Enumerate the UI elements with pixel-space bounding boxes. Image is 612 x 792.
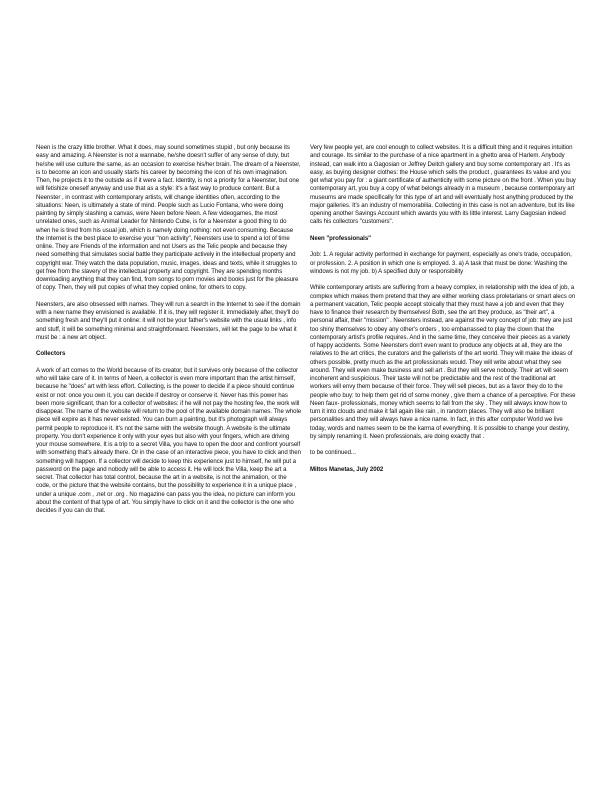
intro-paragraph: Neen is the crazy little brother. What it does, may sound sometimes stupid , but only because its easy and amazing. A Neenster is not a wannabe, he/she doesn't suffer of any sense of duty, but he/she will use culture the same, as an occasion to exercise his/her brain. The dream of a Neenster, is to become an icon and usually starts his career by becoming the icon of his own imagination. Then, he projects it to the outside as if it were a fact. Identity, is not a priority for a Neenster, but one will fetishize oneself anyway and use that as a style: it's a fast way to produce content. But a Neenster , in contrast with contemporary artists, will change identities often, according to the situations: Neen, is ultimately a state of mind. People such as Lucio Fontana, who were doing painting by simply slashing a canvas, were Neen before Neen. A few videogames, the most unrelated ones, such as Animal Leader for Nintendo Cube, is for a Neenster a good thing to do when he is tired from his usual job, which is namely doing nothing: not even consuming. Because the Internet is the best place to exercise your "non activity", Neensters use to spend a lot of time online. They are Friends of the information and not Users as the Telic people and because they need something that simulates social battle they participate actively in the intellectual property and copyright war. They watch the data population, music, images, ideas and texts, while it struggles to get free from the slavery of the intellectual property and copyright. They are spending months downloading anything that they can find, from songs to porn movies and books just for the pleasure of copy. Then, they will put copies of what they copied online, for others to copy. (36, 144, 301, 292)
collecting-websites-paragraph: Very few people yet, are cool enough to collect websites. It is a difficult thing and it requires intuition and courage. Its similar to the purchase of a nice apartment in a ghetto area of Harlem. Anybody instead, can walk into a Gagosian or Jeffrey Deitch gallery and buy some contemporary art . It's as easy, as buying designer clothes: the House which sells the product , guarantees its value and you get what you pay for : a giant certificate of authenticity with some picture on the front . When you buy contemporary art, you buy a copy of what belongs already in a museum , because contemporary art museums are made specifically for this type of art and will eventually host anything produced by the major galleries. It's an industry of memorabilia. Collecting in this case is not an adventure, but its like opening another Savings Account which awards you with its little interest. Larry Gagosian indeed calls his collectors "customers". (310, 144, 576, 226)
job-definition-paragraph: Job: 1. A regular activity performed in exchange for payment, especially as one's trade, occupation, or profession. 2. A position in which one is employed. 3. a) A task that must be done: Washing the windows is not my job. b) A specified duty or responsibility (310, 251, 572, 275)
continued-note: to be continued... (310, 449, 356, 457)
professionals-heading: Neen "professionals" (310, 234, 371, 242)
right-column (310, 144, 576, 482)
collectors-paragraph: A work of art comes to the World because of its creator, but it survives only because of the collector who will take care of it. In terms of Neen, a collector is even more important than the artist himself, because he "does" art with less effort. Collecting, is the power to decide if a piece should continue exist or not: once you own it, you can decide if destroy or conserve it. Never has this power has been more significant, than for a collector of websites: if he will not pay the hosting fee, the work will disappear. The name of the website will return to the pool of the available domain names. The whole piece will expire as it has never existed. You can burn a painting, but it's photograph will always permit people to reproduce it. It's not the same with the website though. A website is the ultimate property. You don't experience it only with your eyes but also with your fingers, which are driving your mouse somewhere. It is a trip to a secret Villa, you have to open the door and confront yourself with something that's already there. Or in the case of an interactive piece, you have to click and then something will happen. If a collector will decide to keep this experience just to himself, he will put a password on the page and nobody will be able to access it. He will lock the Villa, keep the art a secret. That collector has total control, because the art in a website, is not the animation, or the code, or the picture that the website contains, but the possibility to experience it in a unique place , under a unique .com , .net or .org . No magazine can pass you the idea, no picture can inform you about the content of that type of art. You simply have to click on it and the collector is the one who decides if you can do that. (36, 366, 302, 514)
names-paragraph: Neensters, are also obsessed with names. They will run a search in the Internet to see if the domain with a new name they envisioned is available. If it is, they will register it. Immediately after, they'll do something fresh and they'll put it online: it will not be your father's website with the usual links , info and stuff, it will be something minimal and straightforward. Neensters, will let the page to be what it must be : a new art object. (36, 300, 301, 341)
author-signature: Miltos Manetas, July 2002 (310, 465, 384, 473)
left-column (36, 144, 302, 524)
collectors-heading: Collectors (36, 350, 66, 358)
professionals-paragraph: While contemporary artists are suffering from a heavy complex, in relationship with the idea of job, a complex which makes them pretend that they are either working class proletarians or smart alecs on a permanent vacation, Telic people accept stoically that they must have a job and even that they have to finance their research by themselves! Both, see the art they produce, as "their art", a personal affair, their "mission" . Neensters instead, are against the very concept of job: they are just too shiny themselves to obey any other's orders , too embarrassed to play the clown that the contemporary artist's profile requires. And in the same time, they conceive their pieces as a variety of happy accidents. Some Neensters don't even want to produce any objects at all, they are the relatives to the art critics, the curators and the gallerists of the art world. They will make the ideas of others possible, pretty much as the art professionals would. They will write about what they see around. They will even make business and sell art . But they will serve nobody. Their art will seem incoherent and suspicious. Their taste will not be predictable and the rest of the traditional art workers will envy them because of their force. They will sell pieces, but as a favor they do to the people who buy: to help them get rid of some money , give them a chance of a perceptive. For these Neen faux- professionals, money which seems to fall from the sky . They will always know how to turn it into clouds and make it fall again like rain , in random places. They will also be brilliant personalities and they will always have a nice name. In fact, in this after computer World we live today, words and names seem to be the karma of everything. It is possible to change your destiny, by simply renaming it. Neen professionals, are doing exactly that . (310, 284, 576, 440)
